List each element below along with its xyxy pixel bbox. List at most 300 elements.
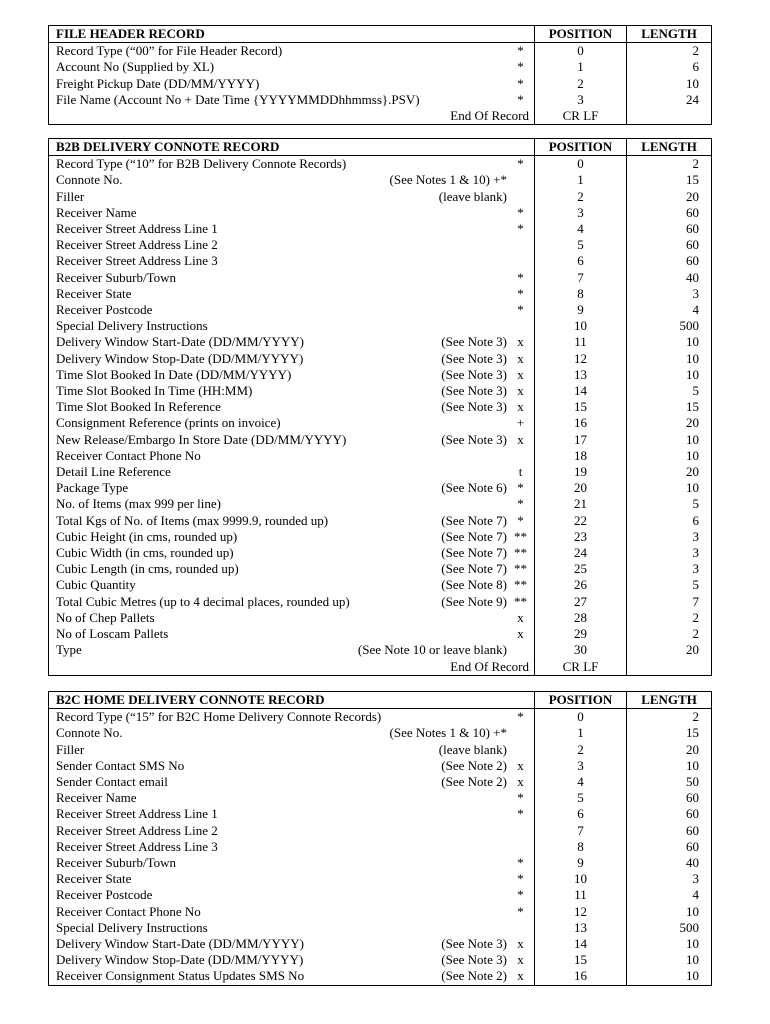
field-flag: ** (514, 561, 527, 577)
field-description-content (56, 367, 534, 383)
field-name: Receiver Street Address Line 3 (56, 838, 218, 854)
field-row (49, 936, 712, 952)
field-description (49, 952, 535, 968)
field-length: 5 (627, 577, 712, 593)
field-length: 40 (627, 855, 712, 871)
field-row (49, 221, 712, 237)
field-flag: * (517, 269, 524, 285)
field-note: (See Note 6) (441, 480, 507, 496)
field-name: Receiver Postcode (56, 887, 153, 903)
field-description-content (56, 545, 534, 561)
field-name: Sender Contact SMS No (56, 757, 185, 773)
field-row (49, 594, 712, 610)
field-length: 7 (627, 594, 712, 610)
field-length: 10 (627, 351, 712, 367)
field-flag: ** (514, 593, 527, 609)
field-length: 10 (627, 968, 712, 985)
field-name: Delivery Window Start-Date (DD/MM/YYYY) (56, 936, 304, 952)
field-row (49, 92, 712, 108)
field-row (49, 855, 712, 871)
field-row (49, 464, 712, 480)
field-row (49, 156, 712, 173)
field-description-content (56, 270, 534, 286)
field-position: 17 (535, 432, 627, 448)
field-row (49, 270, 712, 286)
field-flag: ** (514, 577, 527, 593)
field-name: Delivery Window Start-Date (DD/MM/YYYY) (56, 334, 304, 350)
field-description (49, 76, 535, 92)
end-of-record-row (49, 108, 712, 125)
field-description-content (56, 383, 534, 399)
field-flag: * (517, 204, 524, 220)
field-description (49, 480, 535, 496)
field-flag: * (517, 496, 524, 512)
field-row (49, 351, 712, 367)
field-description-content (56, 43, 534, 59)
field-description (49, 513, 535, 529)
field-flag: * (517, 302, 524, 318)
field-description-content (56, 156, 534, 172)
field-position: 14 (535, 936, 627, 952)
field-note: (See Note 3) (441, 366, 507, 382)
field-description (49, 43, 535, 60)
field-description (49, 529, 535, 545)
field-description (49, 920, 535, 936)
position-column-header: POSITION (535, 26, 627, 43)
field-description (49, 839, 535, 855)
field-position: 10 (535, 318, 627, 334)
field-length: 500 (627, 318, 712, 334)
field-length: 10 (627, 432, 712, 448)
field-note: (leave blank) (438, 188, 507, 204)
field-row (49, 577, 712, 593)
field-description (49, 318, 535, 334)
field-description-content (56, 709, 534, 725)
field-row (49, 334, 712, 350)
field-name: Receiver Street Address Line 1 (56, 221, 218, 237)
field-position: 20 (535, 480, 627, 496)
field-description-content (56, 855, 534, 871)
field-position: 6 (535, 253, 627, 269)
field-row (49, 823, 712, 839)
field-name: Cubic Height (in cms, rounded up) (56, 528, 238, 544)
section-header-row (49, 692, 712, 709)
field-length: 10 (627, 480, 712, 496)
field-name: Receiver Street Address Line 2 (56, 237, 218, 253)
field-name: Type (56, 642, 82, 658)
field-note: (See Note 7) (441, 512, 507, 528)
field-row (49, 790, 712, 806)
field-length: 20 (627, 189, 712, 205)
field-position: 30 (535, 642, 627, 658)
field-row (49, 399, 712, 415)
field-length: 2 (627, 610, 712, 626)
field-position: 13 (535, 367, 627, 383)
field-length: 3 (627, 545, 712, 561)
field-flag: x (517, 757, 524, 773)
field-description (49, 871, 535, 887)
field-description-content (56, 774, 534, 790)
field-description (49, 351, 535, 367)
field-row (49, 709, 712, 726)
field-position: 5 (535, 790, 627, 806)
field-description-content (56, 758, 534, 774)
field-description (49, 156, 535, 173)
field-name: Total Cubic Metres (up to 4 decimal places, rounded up) (56, 593, 350, 609)
field-flag: * (517, 285, 524, 301)
field-note: (See Note 2) (441, 757, 507, 773)
field-name: Time Slot Booked In Reference (56, 399, 221, 415)
length-column-header: LENGTH (627, 139, 712, 156)
field-flag: x (517, 350, 524, 366)
field-flag: * (517, 480, 524, 496)
field-position: 28 (535, 610, 627, 626)
field-length: 10 (627, 758, 712, 774)
field-length: 3 (627, 286, 712, 302)
field-name: Receiver Suburb/Town (56, 269, 177, 285)
field-description (49, 189, 535, 205)
field-length: 15 (627, 399, 712, 415)
field-position: 23 (535, 529, 627, 545)
field-description (49, 545, 535, 561)
section-title: B2B DELIVERY CONNOTE RECORD (49, 139, 535, 156)
field-length: 2 (627, 43, 712, 60)
field-name: Package Type (56, 480, 129, 496)
field-row (49, 839, 712, 855)
field-name: Delivery Window Stop-Date (DD/MM/YYYY) (56, 350, 304, 366)
field-note: (See Note 10 or leave blank) (357, 642, 507, 658)
field-position: 1 (535, 725, 627, 741)
field-row (49, 76, 712, 92)
end-of-record-row (49, 659, 712, 676)
field-length: 10 (627, 952, 712, 968)
field-description (49, 968, 535, 985)
field-description (49, 92, 535, 108)
field-position: CR LF (535, 108, 627, 125)
field-length: 60 (627, 253, 712, 269)
field-name: Receiver Contact Phone No (56, 903, 201, 919)
field-length: 15 (627, 725, 712, 741)
field-length: 10 (627, 367, 712, 383)
field-description (49, 383, 535, 399)
field-note: (See Note 7) (441, 561, 507, 577)
field-description-content (56, 448, 534, 464)
field-description-content (56, 725, 534, 741)
field-description-content (56, 920, 534, 936)
field-row (49, 286, 712, 302)
field-description (49, 270, 535, 286)
field-name: Receiver Contact Phone No (56, 447, 201, 463)
field-description-content (56, 823, 534, 839)
field-description-content (56, 221, 534, 237)
section-title: B2C HOME DELIVERY CONNOTE RECORD (49, 692, 535, 709)
field-position: 13 (535, 920, 627, 936)
field-position: 19 (535, 464, 627, 480)
field-row (49, 205, 712, 221)
field-position: 1 (535, 172, 627, 188)
field-row (49, 774, 712, 790)
field-flag: x (517, 936, 524, 952)
field-flag: * (517, 91, 524, 107)
field-length: 5 (627, 383, 712, 399)
field-name: Receiver Street Address Line 1 (56, 806, 218, 822)
field-name: Record Type (“10” for B2B Delivery Connote Records) (56, 156, 347, 172)
field-row (49, 529, 712, 545)
field-length: 40 (627, 270, 712, 286)
field-row (49, 742, 712, 758)
field-description (49, 464, 535, 480)
field-description (49, 904, 535, 920)
field-row (49, 59, 712, 75)
field-row (49, 237, 712, 253)
field-position: 0 (535, 709, 627, 726)
field-position: 5 (535, 237, 627, 253)
end-of-record-label: End Of Record (450, 108, 529, 124)
field-position: 25 (535, 561, 627, 577)
field-flag: x (517, 952, 524, 968)
field-note: (See Note 2) (441, 774, 507, 790)
field-length: 20 (627, 742, 712, 758)
field-description-content (56, 529, 534, 545)
field-name: Cubic Length (in cms, rounded up) (56, 561, 239, 577)
field-description-content (56, 790, 534, 806)
field-position: 4 (535, 221, 627, 237)
field-description-content (56, 577, 534, 593)
field-row (49, 43, 712, 60)
field-description-content (56, 904, 534, 920)
field-position: 15 (535, 399, 627, 415)
field-description-content (56, 318, 534, 334)
field-description-content (56, 610, 534, 626)
field-description (49, 577, 535, 593)
field-note: (See Note 3) (441, 350, 507, 366)
field-description-content (56, 399, 534, 415)
field-description-content (56, 172, 534, 188)
field-name: Total Kgs of No. of Items (max 9999.9, rounded up) (56, 512, 329, 528)
field-description (49, 709, 535, 726)
field-name: Time Slot Booked In Time (HH:MM) (56, 383, 253, 399)
field-description (49, 59, 535, 75)
field-position: 16 (535, 968, 627, 985)
field-description (49, 594, 535, 610)
field-flag: x (517, 366, 524, 382)
field-position: 3 (535, 205, 627, 221)
field-note: (leave blank) (438, 741, 507, 757)
section-header-row (49, 139, 712, 156)
field-position: 11 (535, 334, 627, 350)
field-note: (See Note 9) (441, 593, 507, 609)
field-note: (See Note 3) (441, 936, 507, 952)
field-length: 20 (627, 415, 712, 431)
field-description (49, 237, 535, 253)
field-flag: * (517, 790, 524, 806)
field-description (49, 642, 535, 658)
field-name: Record Type (“15” for B2C Home Delivery Connote Records) (56, 709, 382, 725)
field-row (49, 920, 712, 936)
field-description (49, 806, 535, 822)
field-row (49, 253, 712, 269)
field-name: Delivery Window Stop-Date (DD/MM/YYYY) (56, 952, 304, 968)
field-name: Special Delivery Instructions (56, 919, 208, 935)
field-description-content (56, 626, 534, 642)
end-of-record-label: End Of Record (450, 658, 529, 674)
field-position: 3 (535, 92, 627, 108)
field-position: 2 (535, 189, 627, 205)
field-row (49, 561, 712, 577)
field-length: 10 (627, 904, 712, 920)
position-column-header: POSITION (535, 139, 627, 156)
field-name: Receiver Consignment Status Updates SMS No (56, 968, 305, 984)
field-description-content (56, 513, 534, 529)
field-row (49, 642, 712, 658)
field-name: Consignment Reference (prints on invoice) (56, 415, 281, 431)
field-description-content (56, 496, 534, 512)
field-name: No. of Items (max 999 per line) (56, 496, 221, 512)
field-flag: x (517, 968, 524, 984)
field-description (49, 936, 535, 952)
field-position: 12 (535, 351, 627, 367)
field-description (49, 108, 535, 125)
field-description (49, 221, 535, 237)
field-name: Receiver State (56, 285, 132, 301)
field-description-content (56, 286, 534, 302)
field-description (49, 855, 535, 871)
field-name: Sender Contact email (56, 774, 168, 790)
field-name: Record Type (“00” for File Header Record) (56, 43, 283, 59)
field-length (627, 108, 712, 125)
field-length (627, 659, 712, 676)
field-description-content (56, 968, 534, 984)
field-name: Receiver Postcode (56, 302, 153, 318)
field-length: 10 (627, 76, 712, 92)
field-name: Filler (56, 188, 85, 204)
field-description-content (56, 642, 534, 658)
field-description (49, 610, 535, 626)
field-flag: + (516, 415, 525, 431)
field-name: Connote No. (56, 172, 123, 188)
field-description-content (56, 432, 534, 448)
field-length: 20 (627, 642, 712, 658)
field-description-content (56, 464, 534, 480)
field-position: 0 (535, 43, 627, 60)
field-flag: x (517, 431, 524, 447)
field-length: 60 (627, 823, 712, 839)
field-length: 20 (627, 464, 712, 480)
b2c-home-delivery-connote-record-table (48, 691, 712, 986)
field-description (49, 334, 535, 350)
field-description-content (56, 253, 534, 269)
field-flag: x (517, 383, 524, 399)
field-name: Account No (Supplied by XL) (56, 59, 215, 75)
field-length: 60 (627, 237, 712, 253)
field-row (49, 318, 712, 334)
field-name: Receiver Street Address Line 2 (56, 822, 218, 838)
field-row (49, 887, 712, 903)
field-row (49, 806, 712, 822)
field-description-content (56, 871, 534, 887)
field-flag: * (517, 871, 524, 887)
length-column-header: LENGTH (627, 692, 712, 709)
field-name: File Name (Account No + Date Time {YYYYMMDDhhmmss}.PSV) (56, 91, 420, 107)
field-row (49, 871, 712, 887)
field-description-content (56, 76, 534, 92)
field-length: 2 (627, 156, 712, 173)
field-flag: * (517, 512, 524, 528)
field-position: 10 (535, 871, 627, 887)
field-row (49, 415, 712, 431)
field-name: New Release/Embargo In Store Date (DD/MM/YYYY) (56, 431, 347, 447)
field-row (49, 758, 712, 774)
file-header-record-table (48, 25, 712, 125)
field-position: 6 (535, 806, 627, 822)
field-position: 24 (535, 545, 627, 561)
field-position: CR LF (535, 659, 627, 676)
field-position: 12 (535, 904, 627, 920)
field-position: 14 (535, 383, 627, 399)
field-row (49, 626, 712, 642)
field-description-content (56, 561, 534, 577)
field-position: 16 (535, 415, 627, 431)
field-row (49, 189, 712, 205)
field-note: (See Note 3) (441, 383, 507, 399)
field-name: Time Slot Booked In Date (DD/MM/YYYY) (56, 366, 292, 382)
field-position: 2 (535, 76, 627, 92)
field-note: (See Note 3) (441, 431, 507, 447)
field-description-content (56, 415, 534, 431)
field-flag: x (517, 334, 524, 350)
field-description-content (56, 334, 534, 350)
field-description-content (56, 189, 534, 205)
field-description-content (56, 351, 534, 367)
field-flag: * (517, 887, 524, 903)
field-name: Receiver State (56, 871, 132, 887)
field-description (49, 659, 535, 676)
field-flag: * (517, 855, 524, 871)
field-description-content (56, 806, 534, 822)
field-position: 0 (535, 156, 627, 173)
field-description (49, 205, 535, 221)
field-length: 15 (627, 172, 712, 188)
field-length: 10 (627, 334, 712, 350)
field-length: 3 (627, 561, 712, 577)
field-name: No of Loscam Pallets (56, 626, 169, 642)
field-flag: x (517, 626, 524, 642)
field-note: (See Note 3) (441, 399, 507, 415)
b2b-delivery-connote-record-table (48, 138, 712, 676)
field-name: Cubic Quantity (56, 577, 136, 593)
field-name: Filler (56, 741, 85, 757)
field-description (49, 448, 535, 464)
field-length: 6 (627, 513, 712, 529)
field-length: 60 (627, 221, 712, 237)
field-name: Connote No. (56, 725, 123, 741)
field-description (49, 172, 535, 188)
section-header-row (49, 26, 712, 43)
field-length: 5 (627, 496, 712, 512)
field-description-content (56, 742, 534, 758)
field-length: 60 (627, 839, 712, 855)
field-flag: x (517, 609, 524, 625)
field-position: 18 (535, 448, 627, 464)
field-description-content (56, 205, 534, 221)
field-length: 60 (627, 205, 712, 221)
field-note: (See Notes 1 & 10) +* (389, 725, 507, 741)
field-length: 2 (627, 709, 712, 726)
field-description-content (56, 887, 534, 903)
field-row (49, 513, 712, 529)
field-row (49, 448, 712, 464)
field-row (49, 904, 712, 920)
